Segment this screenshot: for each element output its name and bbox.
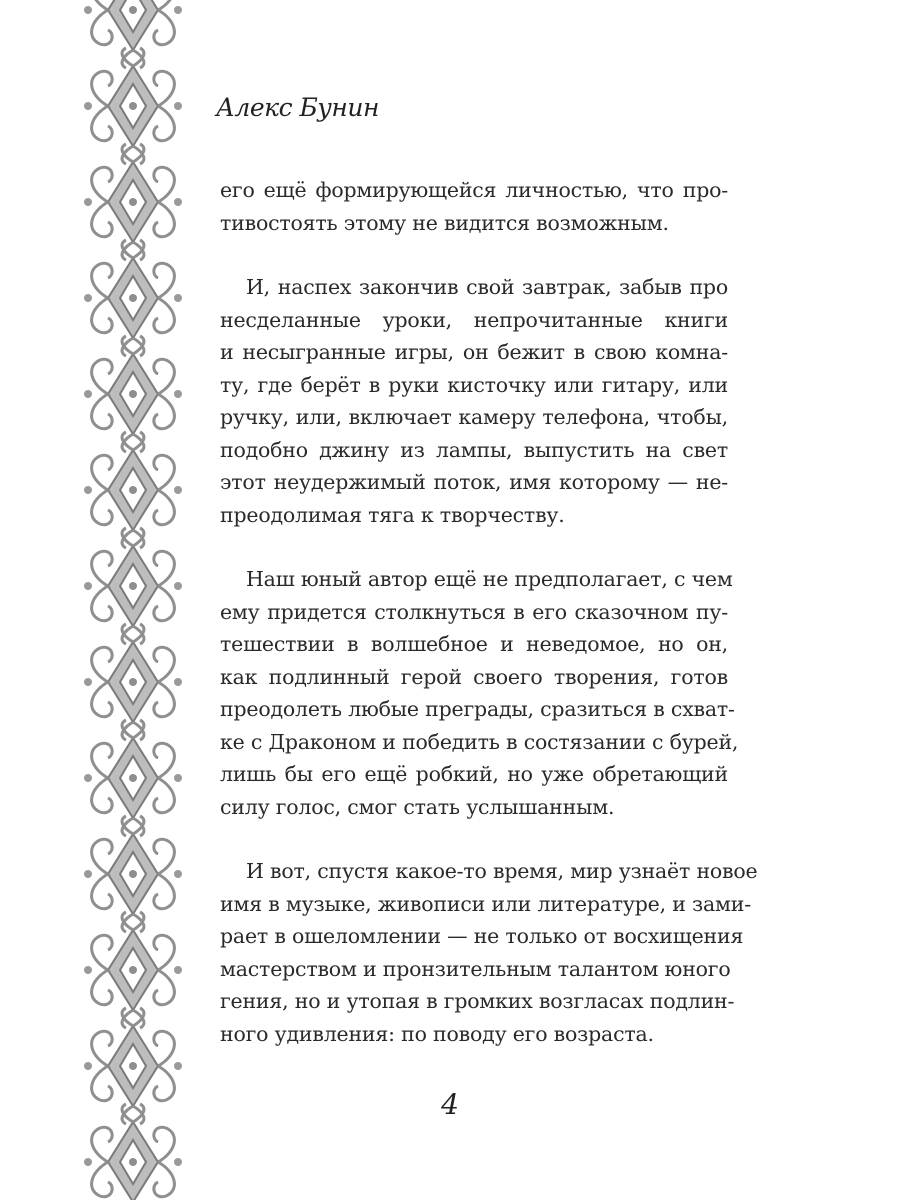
text-line: преодолеть любые преграды, сразиться в схват- bbox=[220, 697, 735, 721]
ornament-motif bbox=[84, 720, 182, 836]
ornament-motif bbox=[84, 240, 182, 356]
text-line: ке с Драконом и победить в состязании с бурей, bbox=[220, 729, 739, 754]
ornamental-border bbox=[78, 0, 188, 1200]
paragraph bbox=[220, 563, 739, 823]
paragraph bbox=[220, 271, 728, 531]
text-line: лишь бы его ещё робкий, но уже обретающий bbox=[220, 762, 728, 786]
text-line: тешествии в волшебное и неведомое, но он, bbox=[220, 632, 728, 656]
ornament-motif bbox=[84, 432, 182, 548]
text-line: и несыгранные игры, он бежит в свою комна- bbox=[220, 340, 728, 364]
ornament-motif bbox=[84, 528, 182, 644]
paragraph-gap bbox=[220, 531, 728, 563]
text-line: силу голос, смог стать услышанным. bbox=[220, 794, 615, 819]
ornament-motif bbox=[84, 912, 182, 1028]
page-number: 4 bbox=[441, 1088, 459, 1121]
text-line: этот неудержимый поток, имя которому — не- bbox=[220, 470, 728, 494]
ornament-motif bbox=[84, 0, 182, 68]
paragraph bbox=[220, 855, 758, 1050]
text-line: его ещё формирующейся личностью, что про- bbox=[220, 178, 728, 202]
text-line: мастерством и пронзительным талантом юного bbox=[220, 956, 731, 981]
text-line: И вот, спустя какое-то время, мир узнаёт новое bbox=[246, 859, 758, 883]
ornament-motif bbox=[84, 144, 182, 260]
text-line: ного удивления: по поводу его возраста. bbox=[220, 1021, 654, 1046]
text-line: Наш юный автор ещё не предполагает, с чем bbox=[246, 567, 733, 591]
text-line: подобно джину из лампы, выпустить на свет bbox=[220, 437, 728, 462]
text-line: гения, но и утопая в громких возгласах подлин- bbox=[220, 989, 735, 1013]
ornament-motif bbox=[84, 336, 182, 452]
paragraph-gap bbox=[220, 239, 728, 271]
text-line: ручку, или, включает камеру телефона, чтобы, bbox=[220, 405, 728, 429]
running-header-author: Алекс Бунин bbox=[216, 93, 379, 122]
body-text bbox=[220, 174, 758, 1050]
text-line: имя в музыке, живописи или литературе, и зами- bbox=[220, 891, 751, 916]
text-line: преодолимая тяга к творчеству. bbox=[220, 502, 565, 527]
paragraph bbox=[220, 174, 728, 239]
text-line: несделанные уроки, непрочитанные книги bbox=[220, 307, 728, 332]
paragraph-gap bbox=[220, 823, 728, 855]
ornament-motif bbox=[84, 816, 182, 932]
text-line: как подлинный герой своего творения, готов bbox=[220, 664, 728, 689]
text-line: рает в ошеломлении — не только от восхищения bbox=[220, 924, 744, 948]
text-line: И, наспех закончив свой завтрак, забыв про bbox=[246, 275, 728, 299]
ornament-motif bbox=[84, 48, 182, 164]
ornament-motif bbox=[84, 624, 182, 740]
text-line: тивостоять этому не видится возможным. bbox=[220, 210, 669, 235]
text-line: ту, где берёт в руки кисточку или гитару, или bbox=[220, 372, 728, 397]
text-line: ему придется столкнуться в его сказочном пу- bbox=[220, 599, 728, 624]
